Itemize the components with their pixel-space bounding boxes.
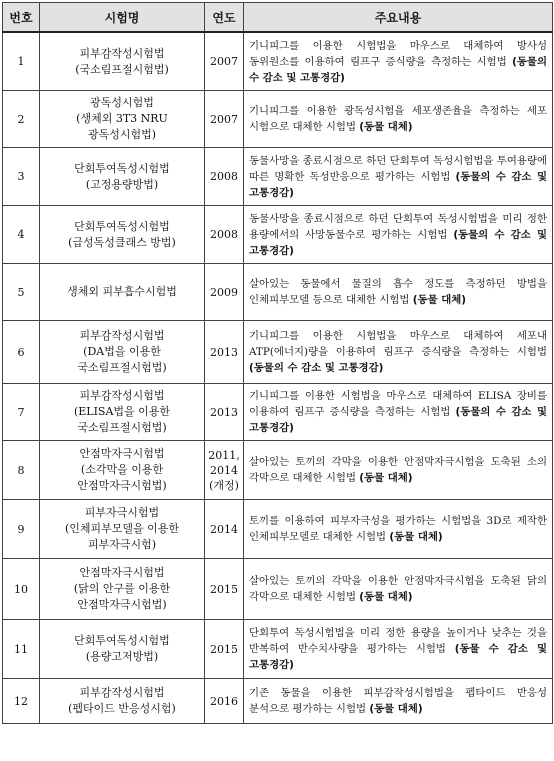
year-line: (개정) bbox=[209, 478, 239, 492]
content-description bbox=[244, 559, 553, 620]
year-cell bbox=[205, 148, 244, 206]
year-line: 2007 bbox=[210, 55, 238, 68]
test-method-line: (생체외 3T3 NRU bbox=[76, 112, 168, 125]
effect-label: (동물의 수 감소 및 고통경감) bbox=[249, 362, 384, 374]
test-method-name bbox=[40, 32, 205, 91]
test-method-line: 안점막자극시험법 bbox=[79, 566, 165, 579]
year-cell bbox=[205, 679, 244, 724]
content-text: 살아있는 동물에서 물질의 흡수 정도를 측정하던 방법을 인체피부모델 등으로 대체한 시험법 bbox=[249, 278, 547, 306]
row-number: 1 bbox=[3, 32, 40, 91]
test-method-line: 피부감작성시험법 bbox=[79, 46, 165, 60]
year-cell bbox=[205, 206, 244, 264]
year-cell bbox=[205, 559, 244, 620]
test-method-name bbox=[40, 91, 205, 148]
row-number: 2 bbox=[3, 91, 40, 148]
table-row bbox=[3, 91, 553, 148]
test-method-line: 피부자극시험) bbox=[87, 538, 157, 551]
year-cell bbox=[205, 500, 244, 559]
effect-label: (동물의 수 감소 및 고통경감) bbox=[249, 55, 547, 84]
year-line: 2011, bbox=[208, 448, 240, 462]
test-method-line: (고정용량방법) bbox=[85, 177, 159, 191]
year-cell bbox=[205, 91, 244, 148]
effect-label: (동물 대체) bbox=[389, 531, 443, 543]
table-row bbox=[3, 206, 553, 264]
year-line: 2009 bbox=[210, 285, 238, 299]
year-cell bbox=[205, 384, 244, 441]
content-text: 단회투여 독성시험법을 미리 정한 용량을 높이거나 낮추는 것을 반복하여 반수치사량을 평가하는 시험법 bbox=[249, 627, 547, 655]
table-row bbox=[3, 679, 553, 724]
table-body bbox=[3, 32, 553, 724]
year-line: 2007 bbox=[210, 112, 238, 126]
content-text: 기니피그를 이용한 광독성시험을 세포생존율을 측정하는 세포 시험으로 대체한 시험법 bbox=[249, 105, 547, 133]
test-method-line: (급성독성클래스 방법) bbox=[68, 235, 176, 249]
content-description bbox=[244, 91, 553, 148]
effect-label: (동물 수 감소 및 고통경감) bbox=[249, 643, 547, 671]
year-line: 2016 bbox=[210, 694, 238, 708]
table-row bbox=[3, 148, 553, 206]
effect-label: (동물의 수 감소 및 고통경감) bbox=[249, 406, 547, 434]
effect-label: (동물 대체) bbox=[412, 294, 467, 306]
test-method-line: 생체외 피부흡수시험법 bbox=[67, 285, 177, 298]
test-method-line: 피부감작성시험법 bbox=[79, 686, 165, 699]
year-line: 2013 bbox=[210, 345, 238, 359]
content-description bbox=[244, 500, 553, 559]
effect-label: (동물 대체) bbox=[369, 703, 423, 715]
row-number: 8 bbox=[3, 441, 40, 500]
content-description bbox=[244, 321, 553, 384]
test-method-name bbox=[40, 148, 205, 206]
year-line: 2014 bbox=[210, 522, 238, 536]
test-method-line: (DA법을 이용한 bbox=[83, 345, 161, 358]
table-row bbox=[3, 32, 553, 91]
content-text: 살아있는 토끼의 각막을 이용한 안점막자극시험을 도축된 닭의 각막으로 대체한 시험법 bbox=[249, 575, 547, 603]
content-description bbox=[244, 148, 553, 206]
test-method-line: 피부감작성시험법 bbox=[79, 389, 165, 402]
content-description bbox=[244, 441, 553, 500]
test-method-line: 피부자극시험법 bbox=[84, 506, 160, 519]
test-method-line: 단회투여독성시험법 bbox=[74, 634, 170, 647]
content-text: 살아있는 토끼의 각막을 이용한 안점막자극시험을 도축된 소의 각막으로 대체한 시험법 bbox=[249, 456, 547, 484]
test-method-line: (인체피부모델을 이용한 bbox=[64, 522, 180, 535]
header-year: 연도 bbox=[205, 3, 244, 33]
year-line: 2014 bbox=[210, 463, 238, 477]
test-method-line: 피부감작성시험법 bbox=[79, 329, 165, 342]
header-row bbox=[3, 3, 553, 33]
row-number: 6 bbox=[3, 321, 40, 384]
effect-label: (동물의 수 감소 및 고통경감) bbox=[249, 228, 547, 257]
year-cell bbox=[205, 321, 244, 384]
content-description bbox=[244, 384, 553, 441]
content-text: 동물사망을 종료시점으로 하던 단회투여 독성시험법을 투여용량에 따른 명확한 독성반응으로 평가하는 시험법 bbox=[249, 154, 547, 183]
content-description bbox=[244, 679, 553, 724]
year-cell bbox=[205, 32, 244, 91]
content-description bbox=[244, 264, 553, 321]
test-method-name bbox=[40, 384, 205, 441]
table-row bbox=[3, 500, 553, 559]
year-cell bbox=[205, 264, 244, 321]
test-method-name bbox=[40, 620, 205, 679]
year-cell bbox=[205, 620, 244, 679]
content-description bbox=[244, 620, 553, 679]
row-number: 7 bbox=[3, 384, 40, 441]
test-method-line: (용량고저방법) bbox=[85, 650, 159, 663]
test-method-name bbox=[40, 321, 205, 384]
test-method-name bbox=[40, 441, 205, 500]
content-description bbox=[244, 206, 553, 264]
test-method-name bbox=[40, 206, 205, 264]
row-number: 12 bbox=[3, 679, 40, 724]
test-method-line: (소각막을 이용한 bbox=[80, 463, 164, 476]
table-row bbox=[3, 441, 553, 500]
test-method-line: 단회투여독성시험법 bbox=[74, 219, 170, 233]
effect-label: (동물의 수 감소 및 고통경감) bbox=[249, 170, 547, 199]
test-method-line: 단회투여독성시험법 bbox=[74, 161, 170, 175]
content-text: 기니피그를 이용한 시험법을 마우스로 대체하여 ELISA 장비를 이용하여 림프구 증식량을 측정하는 시험법 bbox=[249, 390, 547, 418]
test-method-line: (국소림프절시험법) bbox=[75, 62, 169, 76]
year-line: 2015 bbox=[210, 642, 238, 656]
test-method-name bbox=[40, 559, 205, 620]
test-method-table bbox=[2, 2, 553, 724]
test-method-line: 안점막자극시험법 bbox=[79, 447, 165, 460]
table-row bbox=[3, 321, 553, 384]
table-row bbox=[3, 384, 553, 441]
test-method-name bbox=[40, 679, 205, 724]
content-text: 동물사망을 종료시점으로 하던 단회투여 독성시험법을 미리 정한 용량에서의 사망동물수로 평가하는 시험법 bbox=[249, 212, 547, 241]
content-text: 토끼를 이용하여 피부자극성을 평가하는 시험법을 3D로 제작한 인체피부모델로 대체한 시험법 bbox=[249, 515, 547, 543]
test-method-line: 국소림프절시험법) bbox=[77, 421, 167, 434]
test-method-line: (펩타이드 반응성시험) bbox=[68, 702, 176, 715]
row-number: 4 bbox=[3, 206, 40, 264]
header-num: 번호 bbox=[3, 3, 40, 33]
test-method-name bbox=[40, 500, 205, 559]
test-method-line: (ELISA법을 이용한 bbox=[73, 405, 171, 418]
effect-label: (동물 대체) bbox=[359, 591, 413, 603]
row-number: 3 bbox=[3, 148, 40, 206]
row-number: 11 bbox=[3, 620, 40, 679]
header-method: 시험명 bbox=[40, 3, 205, 33]
year-line: 2008 bbox=[210, 228, 238, 241]
content-description bbox=[244, 32, 553, 91]
test-method-name bbox=[40, 264, 205, 321]
table-row bbox=[3, 264, 553, 321]
test-method-line: 안점막자극시험법) bbox=[77, 598, 167, 611]
year-line: 2008 bbox=[210, 170, 238, 183]
content-text: 기니피그를 이용한 시험법을 마우스로 대체하여 세포내 ATP(에너지)량을 이용하여 림프구 증식량을 측정하는 시험법 bbox=[249, 330, 547, 358]
row-number: 10 bbox=[3, 559, 40, 620]
test-method-line: (닭의 안구를 이용한 bbox=[73, 582, 171, 595]
test-method-line: 안점막자극시험법) bbox=[77, 479, 167, 492]
effect-label: (동물 대체) bbox=[359, 121, 413, 133]
year-line: 2015 bbox=[210, 582, 238, 596]
year-line: 2013 bbox=[210, 405, 238, 419]
header-content: 주요내용 bbox=[244, 3, 553, 33]
test-method-line: 광독성시험법 bbox=[90, 96, 154, 109]
content-text: 기니피그를 이용한 시험법을 마우스로 대체하여 방사성 동위원소를 이용하여 림프구 증식량을 측정하는 시험법 bbox=[249, 39, 547, 68]
effect-label: (동물 대체) bbox=[359, 472, 413, 484]
test-method-line: 국소림프절시험법) bbox=[77, 361, 167, 374]
table-row bbox=[3, 620, 553, 679]
row-number: 5 bbox=[3, 264, 40, 321]
year-cell bbox=[205, 441, 244, 500]
row-number: 9 bbox=[3, 500, 40, 559]
test-method-line: 광독성시험법) bbox=[87, 128, 157, 141]
table-row bbox=[3, 559, 553, 620]
content-text: 기존 동물을 이용한 피부감작성시험법을 펩타이드 반응성 분석으로 평가하는 시험법 bbox=[249, 687, 547, 715]
